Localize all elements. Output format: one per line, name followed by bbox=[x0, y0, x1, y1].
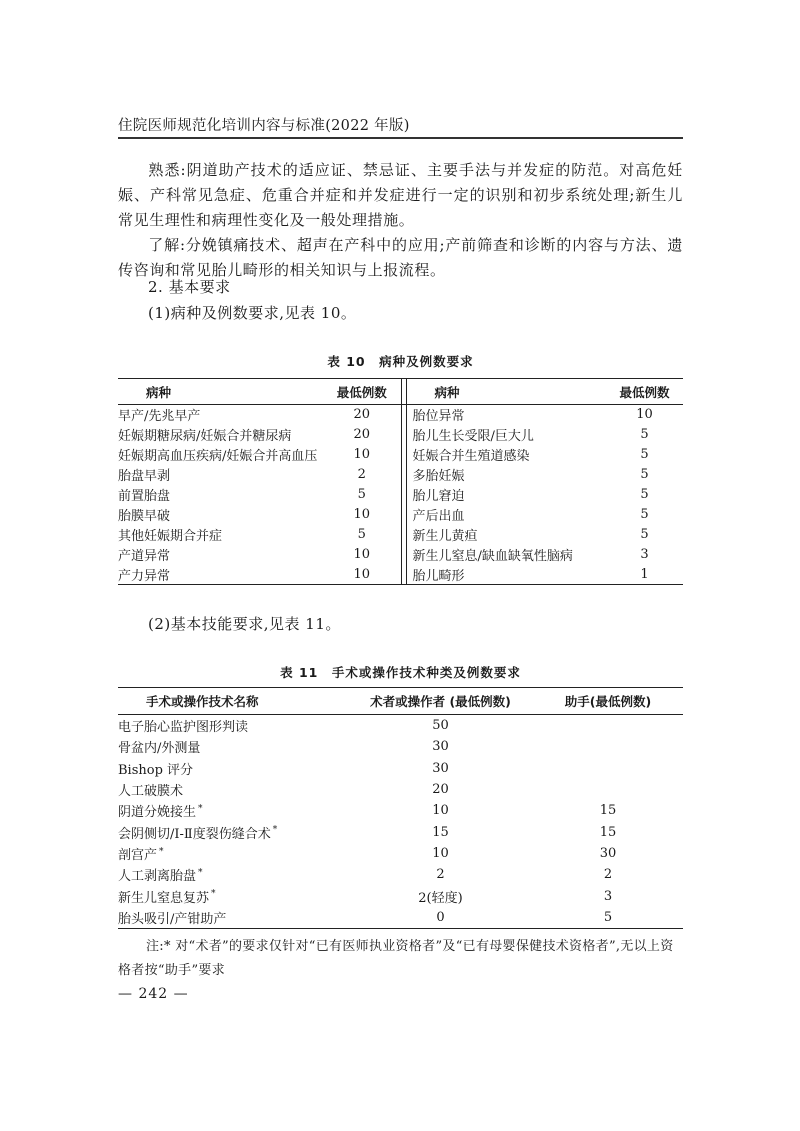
table11-star-mark: * bbox=[198, 804, 203, 814]
table10-right-min: 3 bbox=[640, 546, 649, 562]
table11-assistant-min: 5 bbox=[603, 909, 613, 925]
table11-star-mark: * bbox=[272, 825, 278, 836]
table11-technique-name: Bishop 评分 bbox=[118, 762, 194, 778]
table11-assistant-min bbox=[533, 758, 683, 779]
table10-right-min: 5 bbox=[640, 447, 649, 463]
table10-right-disease: 妊娠合并生殖道感染 bbox=[412, 449, 530, 465]
table11-title: 表 11 手术或操作技术种类及例数要求 bbox=[280, 665, 521, 680]
table10-right-min: 1 bbox=[640, 566, 649, 582]
table11-assistant-min: 30 bbox=[599, 845, 617, 861]
table11-header-operator: 术者或操作者 (最低例数) bbox=[348, 688, 533, 715]
table10-right-disease: 胎位异常 bbox=[412, 409, 465, 425]
table11-row bbox=[118, 885, 683, 906]
table10-right-min: 5 bbox=[640, 487, 649, 502]
table11-assistant-min: 15 bbox=[599, 824, 617, 840]
table11-operator-min: 10 bbox=[432, 803, 449, 819]
table11-technique-name: 新生儿窒息复苏 bbox=[118, 890, 210, 906]
table11-assistant-min bbox=[533, 715, 683, 737]
table10-right-disease: 新生儿黄疸 bbox=[412, 528, 478, 544]
table11-row bbox=[118, 758, 683, 779]
page-number: — 242 — bbox=[118, 986, 189, 1002]
table11-assistant-min: 3 bbox=[603, 888, 613, 904]
table10-left-disease: 胎盘早剥 bbox=[118, 469, 171, 485]
table10-left-disease: 其他妊娠期合并症 bbox=[118, 528, 223, 544]
table11-operator-min: 50 bbox=[432, 718, 449, 734]
table11-row bbox=[118, 736, 683, 757]
table10-left-disease: 早产/先兆早产 bbox=[118, 409, 201, 425]
table11-technique bbox=[118, 885, 348, 906]
table11-technique bbox=[118, 907, 348, 929]
table11-star-mark: * bbox=[159, 846, 164, 857]
table10-left-disease: 妊娠期高血压疾病/妊娠合并高血压 bbox=[118, 449, 318, 465]
table10-left-min: 5 bbox=[357, 526, 366, 542]
table10-header-min-left: 最低例数 bbox=[323, 379, 401, 405]
table11-row bbox=[118, 864, 683, 885]
table10-left-disease: 产力异常 bbox=[118, 568, 171, 584]
table11-row bbox=[118, 821, 683, 842]
table10-header-disease-left: 病种 bbox=[118, 379, 323, 405]
table10-left-min: 5 bbox=[357, 487, 366, 502]
table10-right-min: 5 bbox=[640, 467, 649, 483]
paragraph-familiar-text: 熟悉:阴道助产技术的适应证、禁忌证、主要手法与并发症的防范。对高危妊娠、产科常见急症、危重合并症和并发症进行一定的识别和初步系统处理;新生儿常见生理性和病理性变化及一般处理措施。 bbox=[118, 161, 683, 229]
table11-assistant-min bbox=[533, 736, 683, 757]
table11-row bbox=[118, 907, 683, 929]
table11-technique-name: 骨盆内/外测量 bbox=[118, 741, 201, 757]
table11-operator-min: 0 bbox=[436, 909, 445, 925]
table10-row bbox=[118, 564, 683, 584]
table10-left-min: 2 bbox=[357, 467, 366, 483]
table11-assistant-min: 2 bbox=[603, 867, 613, 883]
table11-technique bbox=[118, 864, 348, 885]
table11-row bbox=[118, 843, 683, 864]
header-rule bbox=[118, 137, 683, 139]
table10-row bbox=[118, 465, 683, 485]
table10-row bbox=[118, 425, 683, 445]
table10-left-min: 10 bbox=[353, 546, 371, 562]
table11-operator-min: 10 bbox=[432, 845, 449, 861]
table10-left-disease: 胎膜早破 bbox=[118, 508, 171, 524]
table10-header-disease-right: 病种 bbox=[406, 379, 606, 405]
table11-header-assistant: 助手(最低例数) bbox=[533, 688, 683, 715]
section-basic-requirements: 2. 基本要求 bbox=[148, 278, 231, 296]
running-header-title: 住院医师规范化培训内容与标准(2022 年版) bbox=[118, 118, 410, 134]
table11-technique-name: 胎头吸引/产钳助产 bbox=[118, 911, 227, 927]
table11-star-mark: * bbox=[198, 867, 203, 878]
table10-right-min: 10 bbox=[636, 407, 653, 423]
table10-title: 表 10 病种及例数要求 bbox=[327, 354, 474, 369]
table10-row bbox=[118, 524, 683, 544]
table11-note bbox=[118, 935, 683, 983]
table10-left-disease: 产道异常 bbox=[118, 548, 171, 564]
table10-left-disease: 妊娠期糖尿病/妊娠合并糖尿病 bbox=[118, 429, 292, 445]
table11-technique bbox=[118, 821, 348, 842]
table10-right-min: 5 bbox=[640, 526, 649, 542]
table11-row bbox=[118, 800, 683, 821]
table10-header-row bbox=[118, 379, 683, 405]
table10-left-min: 20 bbox=[353, 407, 371, 423]
table11-technique-name: 会阴侧切/Ⅰ-Ⅱ度裂伤缝合术 bbox=[118, 826, 271, 842]
table11-technique bbox=[118, 736, 348, 757]
item-skill-requirements: (2)基本技能要求,见表 11。 bbox=[148, 615, 341, 633]
table10-right-disease: 胎儿生长受限/巨大儿 bbox=[412, 429, 534, 445]
table11-technique-name: 人工破膜术 bbox=[118, 784, 184, 800]
table10-row bbox=[118, 445, 683, 465]
table11-header-row bbox=[118, 688, 683, 715]
table10 bbox=[118, 378, 683, 585]
table11-operator-min: 20 bbox=[432, 782, 449, 798]
table10-row bbox=[118, 544, 683, 564]
table11-technique bbox=[118, 715, 348, 737]
table11-technique-name: 阴道分娩接生 bbox=[118, 805, 197, 821]
table11-note-text: 注:* 对“术者”的要求仅针对“已有医师执业资格者”及“已有母婴保健技术资格者”,无以上资格者按“助手”要求 bbox=[118, 939, 674, 978]
table10-right-disease: 产后出血 bbox=[412, 508, 465, 524]
table11-operator-min: 15 bbox=[432, 824, 449, 840]
table10-right-disease: 多胎妊娠 bbox=[412, 469, 465, 485]
item-disease-requirements: (1)病种及例数要求,见表 10。 bbox=[148, 304, 357, 322]
table10-row bbox=[118, 405, 683, 425]
table11 bbox=[118, 687, 683, 929]
table11-technique bbox=[118, 779, 348, 800]
table10-right-min: 5 bbox=[640, 427, 649, 443]
table10-left-min: 10 bbox=[353, 506, 371, 522]
table11-header-name: 手术或操作技术名称 bbox=[118, 688, 348, 715]
table11-technique-name: 剖宫产 bbox=[118, 847, 158, 863]
table11-operator-min: 2(轻度) bbox=[418, 890, 463, 906]
table10-left-min: 10 bbox=[353, 566, 371, 582]
table11-technique bbox=[118, 843, 348, 864]
table11-technique-name: 电子胎心监护图形判读 bbox=[118, 720, 249, 736]
table10-left-min: 20 bbox=[353, 427, 371, 443]
table11-technique bbox=[118, 800, 348, 821]
table11-row bbox=[118, 715, 683, 737]
table11-operator-min: 30 bbox=[432, 739, 449, 755]
table10-right-disease: 胎儿窘迫 bbox=[412, 489, 465, 504]
table11-technique bbox=[118, 758, 348, 779]
table11-star-mark: * bbox=[211, 889, 216, 900]
paragraph-understand-text: 了解:分娩镇痛技术、超声在产科中的应用;产前筛查和诊断的内容与方法、遗传咨询和常见胎儿畸形的相关知识与上报流程。 bbox=[118, 236, 683, 279]
table10-left-disease: 前置胎盘 bbox=[118, 489, 171, 504]
table11-operator-min: 30 bbox=[432, 760, 449, 776]
table10-left-min: 10 bbox=[353, 447, 371, 463]
table10-row bbox=[118, 485, 683, 505]
table11-operator-min: 2 bbox=[436, 867, 445, 883]
table10-right-min: 5 bbox=[640, 506, 649, 522]
table11-row bbox=[118, 779, 683, 800]
table11-technique-name: 人工剥离胎盘 bbox=[118, 869, 197, 885]
table11-assistant-min bbox=[533, 779, 683, 800]
table11-assistant-min: 15 bbox=[599, 803, 617, 819]
table10-header-min-right: 最低例数 bbox=[606, 379, 683, 405]
paragraph-familiar bbox=[118, 158, 683, 233]
table10-row bbox=[118, 504, 683, 524]
table10-right-disease: 胎儿畸形 bbox=[412, 568, 465, 584]
table10-right-disease: 新生儿窒息/缺血缺氧性脑病 bbox=[412, 548, 573, 564]
